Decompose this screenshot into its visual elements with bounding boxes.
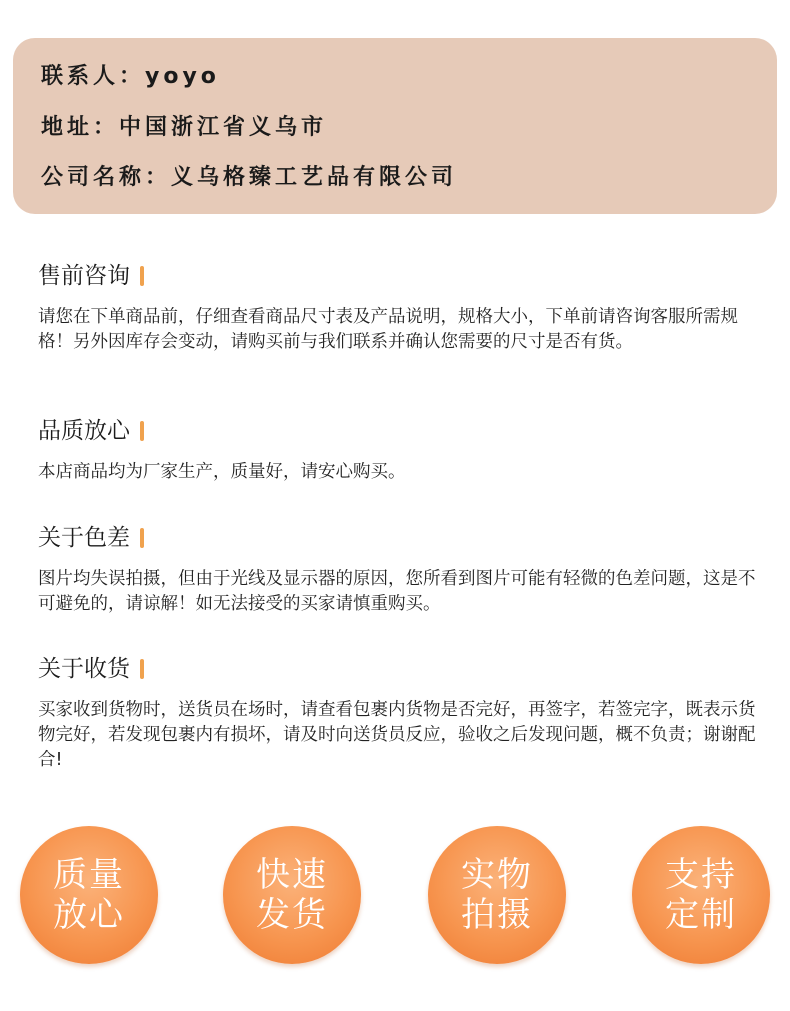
badge-line: 质量 bbox=[53, 855, 125, 895]
badge-line: 快速 bbox=[256, 855, 328, 895]
contact-company: 公司名称：义乌格臻工艺品有限公司 bbox=[41, 165, 458, 190]
section-quality bbox=[38, 416, 758, 485]
section-title-text: 关于收货 bbox=[38, 656, 130, 682]
section-body: 买家收到货物时，送货员在场时，请查看包裹内货物是否完好，再签字，若签完字，既表示货物完好，若发现包裹内有损坏，请及时向送货员反应，验收之后发现问题，概不负责；谢谢配合! bbox=[38, 700, 756, 770]
section-title-text: 售前咨询 bbox=[38, 263, 130, 289]
badge-customization bbox=[632, 826, 770, 964]
badge-line: 放心 bbox=[53, 895, 125, 935]
contact-person: 联系人：yoyo bbox=[41, 64, 220, 89]
title-accent-bar bbox=[140, 421, 144, 441]
contact-card bbox=[13, 38, 777, 214]
section-body: 请您在下单商品前，仔细查看商品尺寸表及产品说明，规格大小，下单前请咨询客服所需规格！另外因库存会变动，请购买前与我们联系并确认您需要的尺寸是否有货。 bbox=[38, 307, 738, 352]
contact-address: 地址：中国浙江省义乌市 bbox=[41, 115, 328, 140]
badge-line: 拍摄 bbox=[461, 895, 533, 935]
badge-quality-assured bbox=[20, 826, 158, 964]
section-body: 本店商品均为厂家生产，质量好，请安心购买。 bbox=[38, 462, 406, 482]
title-accent-bar bbox=[140, 266, 144, 286]
badge-line: 定制 bbox=[665, 895, 737, 935]
title-accent-bar bbox=[140, 659, 144, 679]
section-body: 图片均失误拍摄，但由于光线及显示器的原因，您所看到图片可能有轻微的色差问题，这是不可避免的，请谅解！如无法接受的买家请慎重购买。 bbox=[38, 569, 756, 614]
badge-line: 实物 bbox=[461, 855, 533, 895]
badge-line: 支持 bbox=[665, 855, 737, 895]
badge-real-photos bbox=[428, 826, 566, 964]
section-title bbox=[38, 416, 758, 446]
section-title bbox=[38, 261, 758, 291]
badge-fast-shipping bbox=[223, 826, 361, 964]
section-presale-consult bbox=[38, 261, 758, 355]
title-accent-bar bbox=[140, 528, 144, 548]
section-title-text: 品质放心 bbox=[38, 418, 130, 444]
section-color-difference bbox=[38, 523, 758, 617]
section-title bbox=[38, 654, 758, 684]
badge-line: 发货 bbox=[256, 895, 328, 935]
section-title bbox=[38, 523, 758, 553]
section-receiving bbox=[38, 654, 758, 773]
section-title-text: 关于色差 bbox=[38, 525, 130, 551]
